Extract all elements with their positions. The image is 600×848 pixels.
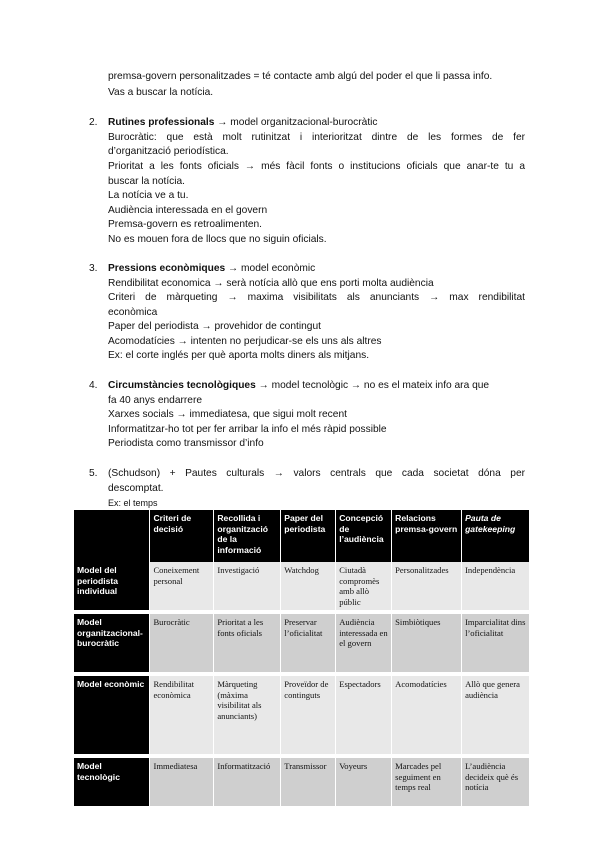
body-line: Premsa-govern es retroalimenten. xyxy=(108,219,263,230)
table-header-cell: Criteri de decisió xyxy=(150,510,214,562)
table-cell: Acomodatícies xyxy=(392,674,462,756)
table-cell: Espectadors xyxy=(336,674,392,756)
item-heading-rest: → model econòmic xyxy=(225,263,316,274)
table-cell: Preservar l’oficialitat xyxy=(281,612,336,674)
table-cell: L’audiència decideix què és notícia xyxy=(462,756,530,808)
item-heading: Pressions econòmiques xyxy=(108,263,226,274)
row-header: Model organitzacional-burocràtic xyxy=(74,612,150,674)
table-header-cell: Paper del periodista xyxy=(281,510,336,562)
list-item-title xyxy=(108,262,315,277)
item-heading-rest: → model organitzacional-burocràtic xyxy=(214,117,378,128)
item-heading: Rutines professionals xyxy=(108,117,215,128)
models-table xyxy=(74,510,530,810)
body-line: Paper del periodista → provehidor de contingut xyxy=(108,321,321,332)
table-cell: Personalitzades xyxy=(392,562,462,612)
list-number: 5. xyxy=(89,468,98,479)
body-line: La notícia ve a tu. xyxy=(108,190,189,201)
list-number: 4. xyxy=(89,380,98,391)
table-cell: Independència xyxy=(462,562,530,612)
body-line: econòmica xyxy=(108,307,158,318)
table-cell: Coneixement personal xyxy=(150,562,214,612)
table-cell: Proveïdor de continguts xyxy=(281,674,336,756)
body-line: descomptat. xyxy=(108,483,164,494)
list-item-title xyxy=(108,379,489,394)
table-header-cell xyxy=(74,510,150,562)
body-line: Prioritat a les fonts oficials → més fàcil fonts o institucions oficials que anar-te tu a xyxy=(108,161,525,172)
body-line: Ex: el temps xyxy=(108,498,158,508)
table-header-cell: Recollida i organització de la informació xyxy=(214,510,281,562)
body-line: fa 40 anys endarrere xyxy=(108,395,203,406)
table-cell: Ciutadà compromès amb allò públic xyxy=(336,562,392,612)
table-cell: Marcades pel seguiment en temps real xyxy=(392,756,462,808)
table-cell: Imparcialitat dins l’oficialitat xyxy=(462,612,530,674)
table-header-cell: Relacions premsa-govern xyxy=(392,510,462,562)
table-row xyxy=(74,756,530,808)
body-line: Acomodatícies → intenten no perjudicar-se els uns als altres xyxy=(108,336,382,347)
table-row xyxy=(74,612,530,674)
body-line: Periodista como transmissor d’info xyxy=(108,438,264,449)
item-heading: Circumstàncies tecnològiques xyxy=(108,380,256,391)
table-cell: Rendibilitat econòmica xyxy=(150,674,214,756)
body-line: Burocràtic: que està molt rutinitzat i interioritzat dintre de les formes de fer xyxy=(108,132,525,143)
body-line: No es mouen fora de llocs que no siguin oficials. xyxy=(108,234,327,245)
table-header-row xyxy=(74,510,530,562)
table-cell: Allò que genera audiència xyxy=(462,674,530,756)
list-item-title xyxy=(108,116,378,131)
table-row xyxy=(74,562,530,612)
table-cell: Audiència interessada en el govern xyxy=(336,612,392,674)
table-cell: Informatització xyxy=(214,756,281,808)
row-header: Model tecnològic xyxy=(74,756,150,808)
body-line: Ex: el corte inglés per què aporta molts diners als mitjans. xyxy=(108,350,370,361)
body-line: Rendibilitat economica → serà notícia allò que ens porti molta audiència xyxy=(108,278,434,289)
table-cell: Burocràtic xyxy=(150,612,214,674)
body-line: d’organització periodística. xyxy=(108,146,229,157)
list-number: 3. xyxy=(89,263,98,274)
table-cell: Immediatesa xyxy=(150,756,214,808)
table-cell: Transmissor xyxy=(281,756,336,808)
body-line: Informatitzar-ho tot per fer arribar la info el més ràpid possible xyxy=(108,424,387,435)
table-cell: Simbiòtiques xyxy=(392,612,462,674)
intro-line-1: premsa-govern personalitzades = té contacte amb algú del poder el que li passa info. xyxy=(108,71,493,82)
body-line: Criteri de màrqueting → maxima visibilitats als anunciants → max rendibilitat xyxy=(108,292,525,303)
table-header-cell: Pauta de gatekeeping xyxy=(462,510,530,562)
list-number: 2. xyxy=(89,117,98,128)
row-header: Model del periodista individual xyxy=(74,562,150,612)
row-header: Model econòmic xyxy=(74,674,150,756)
table-cell: Màrqueting (màxima visibilitat als anunciants) xyxy=(214,674,281,756)
item-heading-rest: → model tecnològic → no es el mateix info ara que xyxy=(255,380,490,391)
table-row xyxy=(74,674,530,756)
body-line: buscar la notícia. xyxy=(108,176,186,187)
table-cell: Investigació xyxy=(214,562,281,612)
table-cell: Voyeurs xyxy=(336,756,392,808)
table-header-cell: Concepció de l’audiència xyxy=(336,510,392,562)
table-cell: Prioritat a les fonts oficials xyxy=(214,612,281,674)
body-line: Audiència interessada en el govern xyxy=(108,205,268,216)
body-line: Xarxes socials → immediatesa, que sigui molt recent xyxy=(108,409,347,420)
table-cell: Watchdog xyxy=(281,562,336,612)
list-item-title: (Schudson) + Pautes culturals → valors centrals que cada societat dóna per xyxy=(108,468,525,479)
intro-line-2: Vas a buscar la notícia. xyxy=(108,87,214,98)
